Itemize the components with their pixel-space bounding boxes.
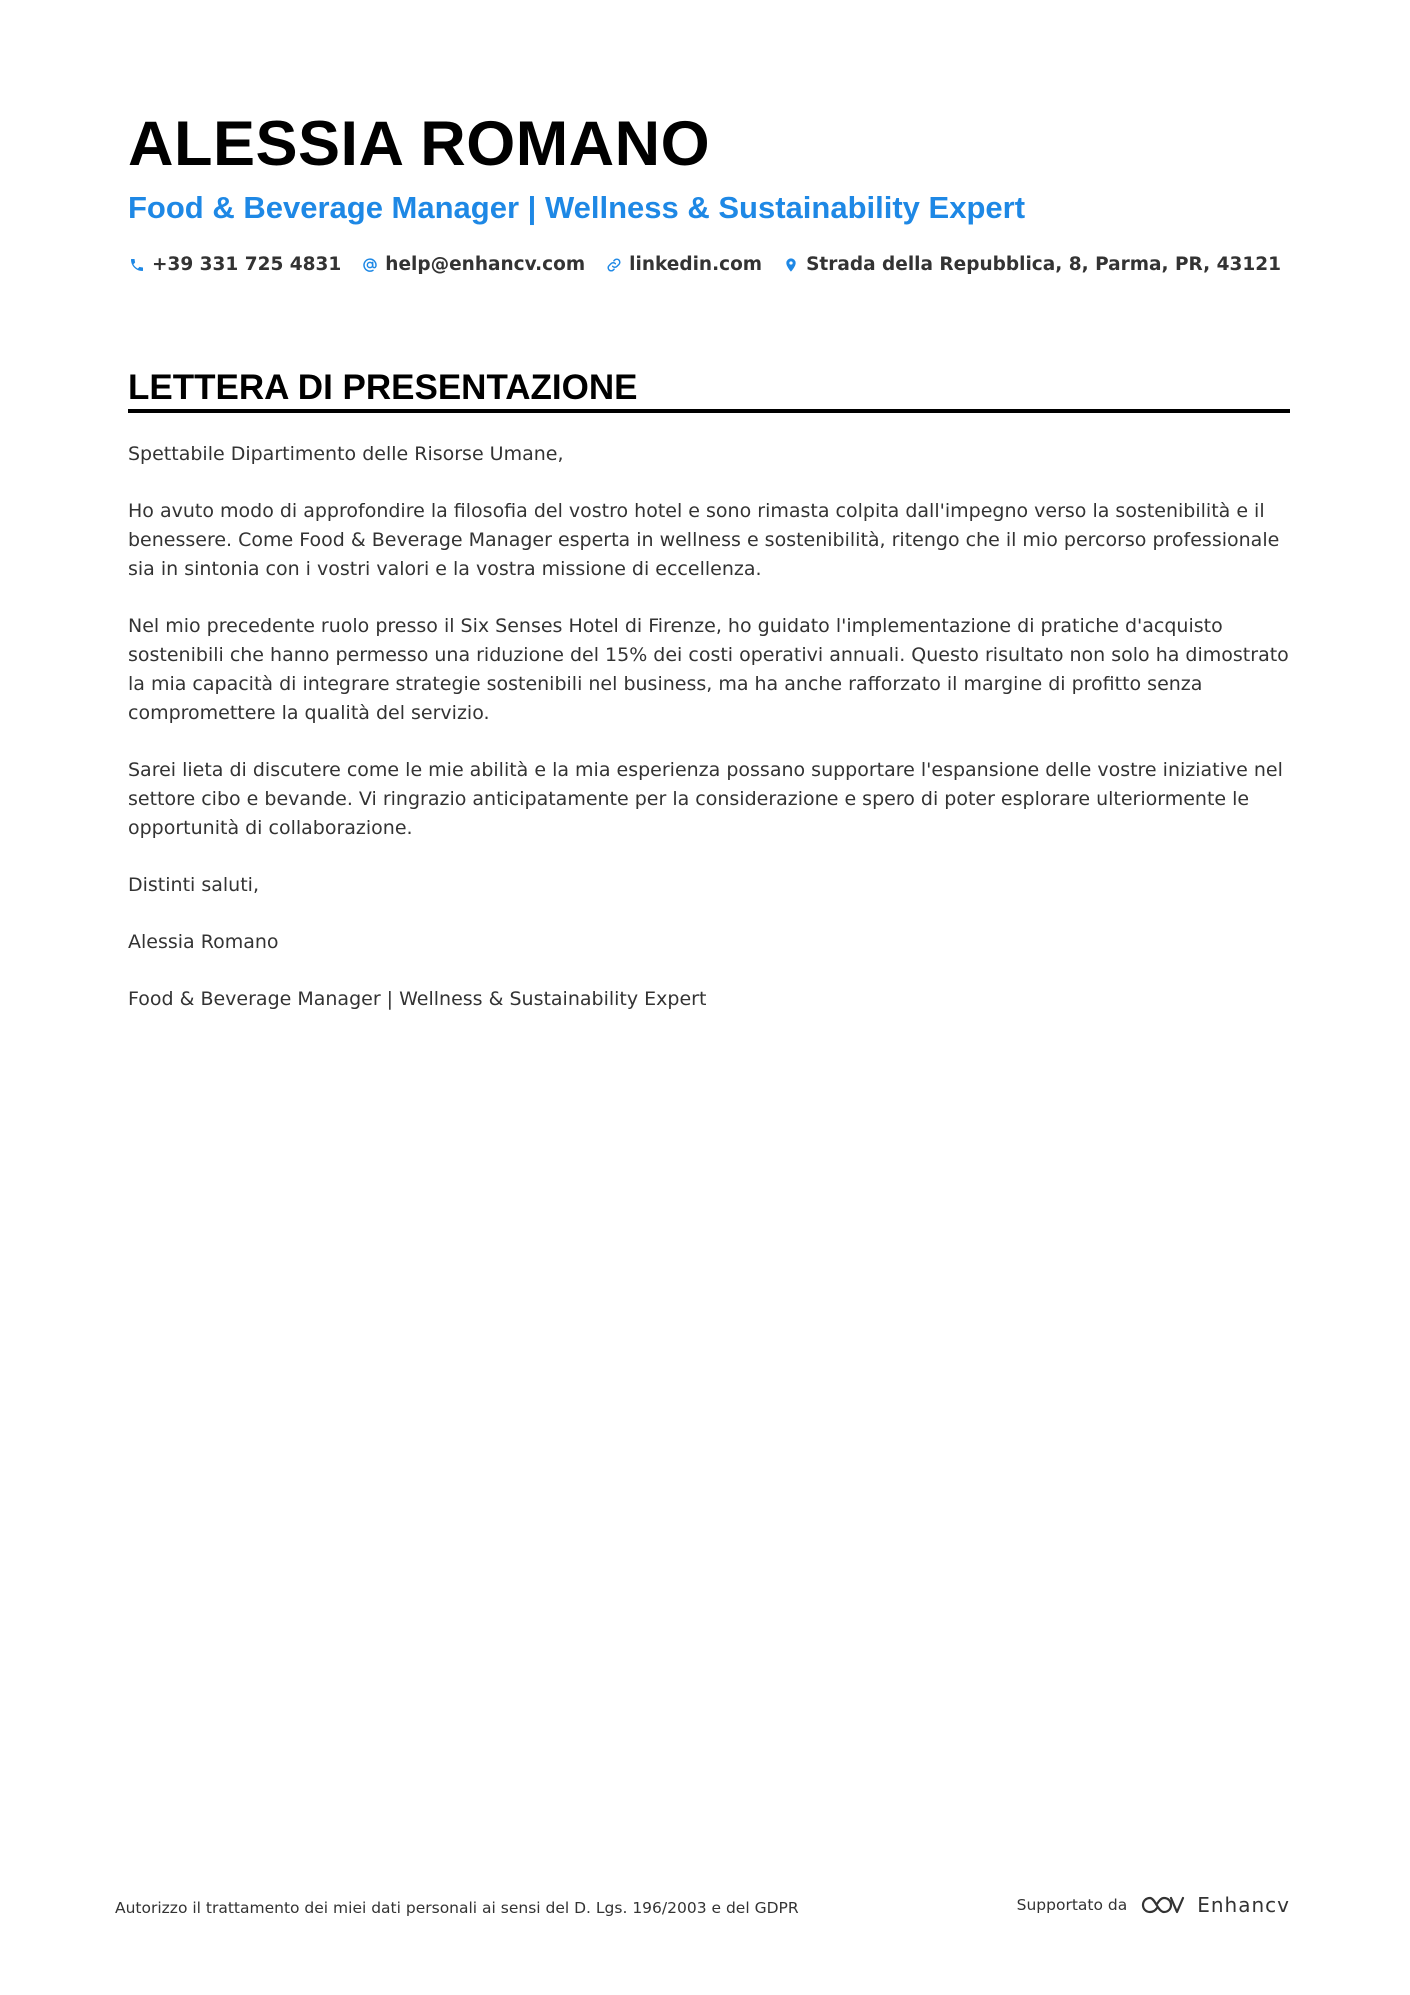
letter-paragraph: Nel mio precedente ruolo presso il Six Senses Hotel di Firenze, ho guidato l'implementazione di pratiche d'acquisto sostenibili che hanno permesso una riduzione del 15% dei costi operativi annuali. Questo risultato non solo ha dimostrato la mia capacità di integrare strategie sostenibili nel business, ma ha anche rafforzato il margine di profitto senza compromettere la qualità del servizio.	[128, 615, 1289, 724]
privacy-consent: Autorizzo il trattamento dei miei dati personali ai sensi del D. Lgs. 196/2003 e del GDPR	[115, 1899, 799, 1917]
signature-name: Alessia Romano	[128, 931, 279, 953]
section-divider	[128, 409, 1290, 413]
phone-icon	[128, 256, 146, 274]
contact-phone-text: +39 331 725 4831	[152, 254, 342, 275]
letter-body	[128, 440, 1290, 1042]
contact-email-text[interactable]: help@enhancv.com	[385, 254, 586, 275]
signature-title: Food & Beverage Manager | Wellness & Sustainability Expert	[128, 988, 707, 1010]
candidate-name: ALESSIA ROMANO	[128, 109, 711, 179]
at-icon	[361, 256, 379, 274]
contact-email[interactable]	[361, 254, 585, 275]
letter-paragraph: Sarei lieta di discutere come le mie abilità e la mia esperienza possano supportare l'espansione delle vostre iniziative nel settore cibo e bevande. Vi ringrazio anticipatamente per la considerazione e spero di poter esplorare ulteriormente le opportunità di collaborazione.	[128, 759, 1283, 839]
contact-bar	[128, 254, 1301, 275]
contact-address-text: Strada della Repubblica, 8, Parma, PR, 43121	[806, 254, 1281, 275]
enhancv-logo-icon	[1139, 1893, 1185, 1917]
contact-linkedin[interactable]	[605, 254, 762, 275]
letter-salutation: Spettabile Dipartimento delle Risorse Umane,	[128, 443, 564, 465]
brand-name[interactable]: Enhancv	[1197, 1893, 1290, 1917]
powered-by[interactable]	[1017, 1893, 1290, 1917]
section-title: LETTERA DI PRESENTAZIONE	[128, 368, 638, 407]
contact-address	[782, 254, 1281, 275]
location-pin-icon	[782, 256, 800, 274]
contact-linkedin-text[interactable]: linkedin.com	[629, 254, 763, 275]
letter-paragraph: Ho avuto modo di approfondire la filosofia del vostro hotel e sono rimasta colpita dall'impegno verso la sostenibilità e il benessere. Come Food & Beverage Manager esperta in wellness e sostenibilità, ritengo che il mio percorso professionale sia in sintonia con i vostri valori e la vostra missione di eccellenza.	[128, 500, 1280, 580]
candidate-headline: Food & Beverage Manager | Wellness & Sustainability Expert	[128, 190, 1026, 225]
link-icon	[605, 256, 623, 274]
supported-by-label: Supportato da	[1016, 1896, 1128, 1914]
contact-phone	[128, 254, 341, 275]
page-footer	[115, 1893, 1290, 1923]
letter-closing: Distinti saluti,	[128, 874, 259, 896]
